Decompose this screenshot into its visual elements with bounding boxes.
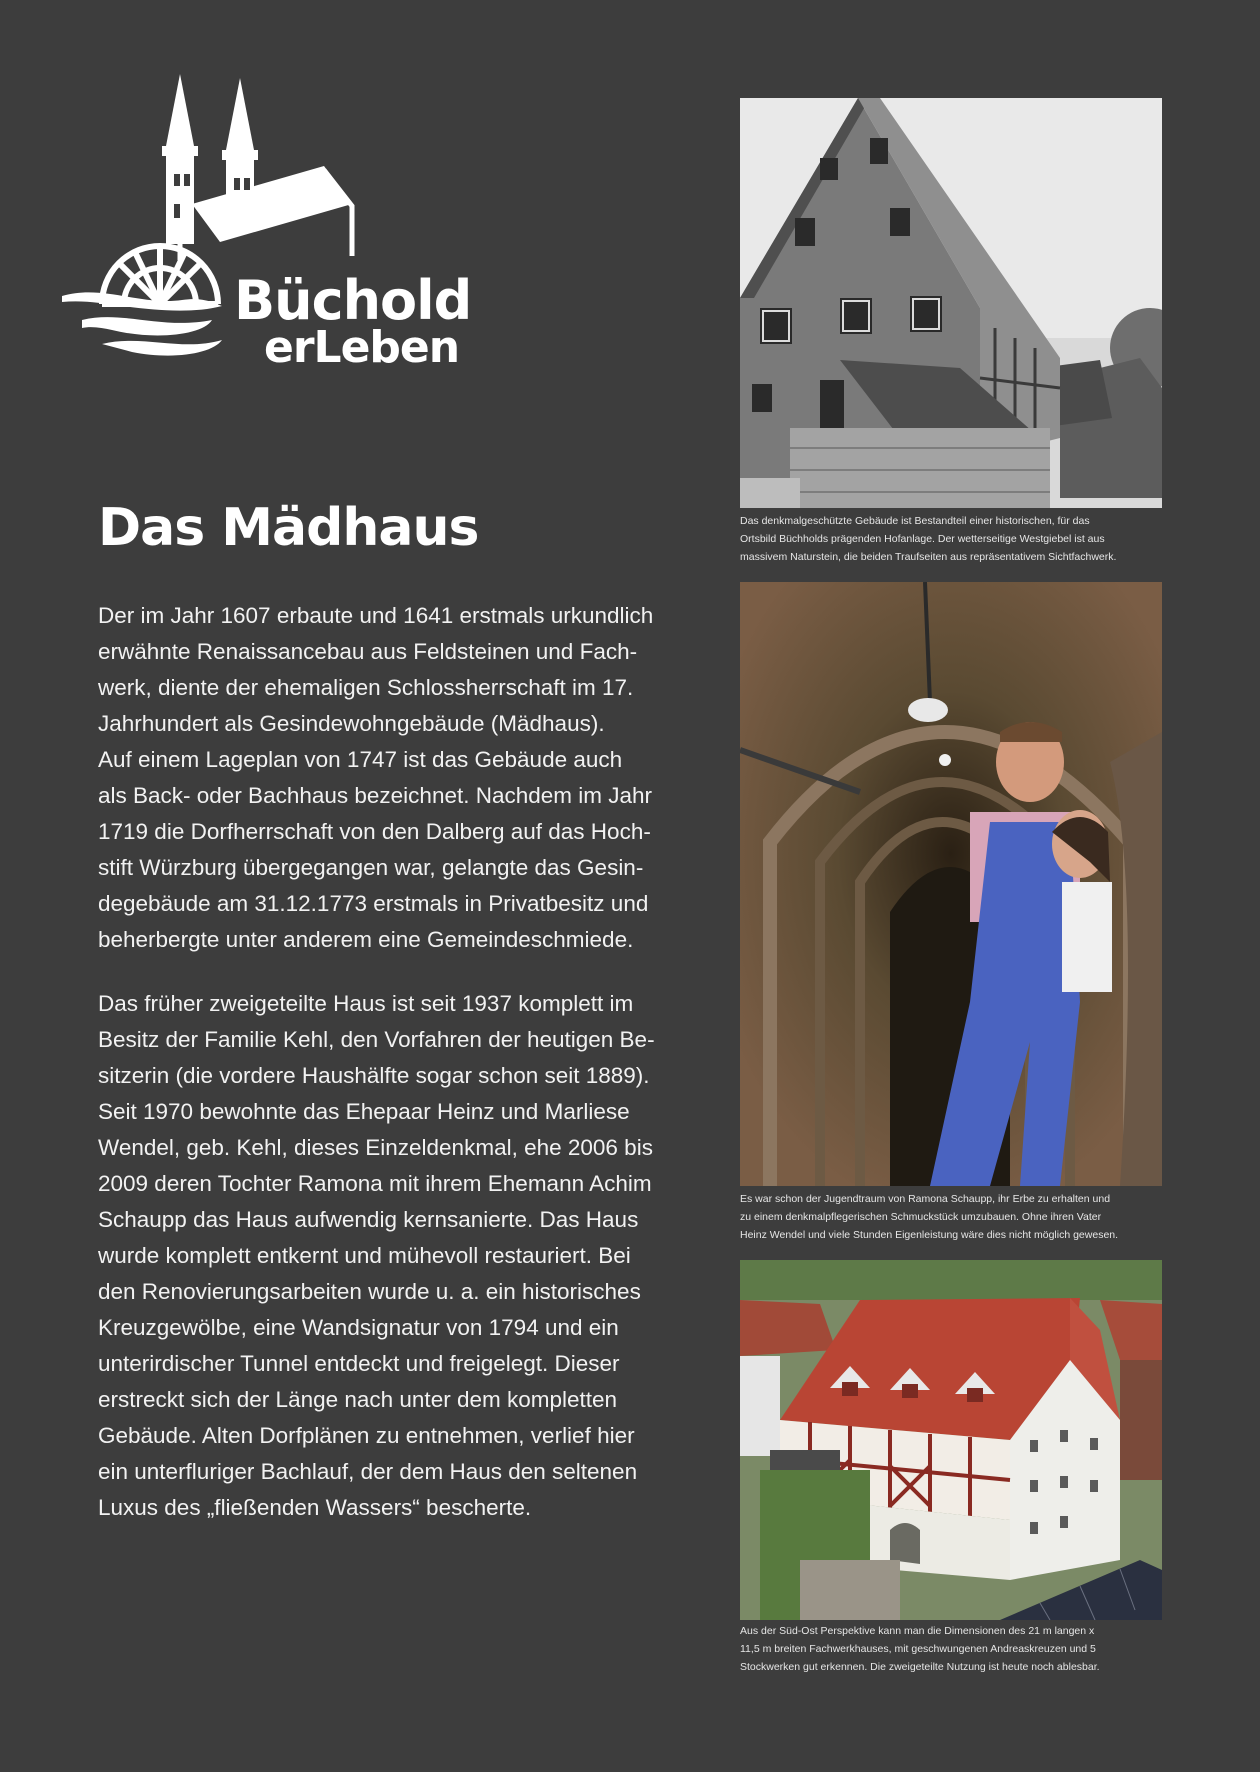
buechold-logo [62, 74, 472, 394]
page-title: Das Mädhaus [98, 498, 479, 558]
photo-caption-1: Das denkmalgeschützte Gebäude ist Bestandteil einer historischen, für das Ortsbild Büchholds prägenden Hofanlage. Der wetterseitige Westgiebel ist aus massivem Naturstein, die beiden Traufseiten aus repräsentativem Sichtfachwerk. [740, 515, 1117, 563]
paragraph-2: Das früher zweigeteilte Haus ist seit 1937 komplett im Besitz der Familie Kehl, den Vorfahren der heutigen Be- sitzerin (die vordere Haushälfte sogar schon seit 1889). Seit 1970 bewohnte das Ehepaar Heinz und Marliese Wendel, geb. Kehl, dieses Einzeldenkmal, ehe 2006 bis 2009 deren Tochter Ramona mit ihrem Ehemann Achim Schaupp das Haus aufwendig kernsanierte. Das Haus wurde komplett entkernt und mühevoll restauriert. Bei den Renovierungsarbeiten wurde u. a. ein historisches Kreuzgewölbe, eine Wandsignatur von 1794 und ein unterirdischer Tunnel entdeckt und freigelegt. Dieser erstreckt sich der Länge nach unter dem kompletten Gebäude. Alten Dorfplänen zu entnehmen, verlief hier ein unterfluriger Bachlauf, der dem Haus den seltenen Luxus des „fließenden Wassers“ bescherte. [98, 991, 655, 1520]
logo-line-2: erLeben [264, 322, 460, 373]
logo-wordmark [234, 269, 472, 373]
photo-caption-2: Es war schon der Jugendtraum von Ramona Schaupp, ihr Erbe zu erhalten und zu einem denkmalpflegerischen Schmuckstück umzubauen. Ohne ihren Vater Heinz Wendel und viele Stunden Eigenleistung wäre dies nicht möglich gewesen. [740, 1193, 1119, 1241]
tunnel-photo [740, 582, 1162, 1186]
logo-line-1: Büchold [234, 269, 472, 332]
paragraph-1: Der im Jahr 1607 erbaute und 1641 erstmals urkundlich erwähnte Renaissancebau aus Feldsteinen und Fach- werk, diente der ehemaligen Schlossherrschaft im 17. Jahrhundert als Gesindewohngebäude (Mädhaus). Auf einem Lageplan von 1747 ist das Gebäude auch als Back- oder Bachhaus bezeichnet. Nachdem im Jahr 1719 die Dorfherrschaft von den Dalberg auf das Hoch- stift Würzburg übergegangen war, gelangte das Gesin- degebäude am 31.12.1773 erstmals in Privatbesitz und beherbergte unter anderem eine Gemeindeschmiede. [98, 603, 654, 952]
historic-house-photo [740, 98, 1162, 508]
article-body [98, 598, 698, 1554]
photo-caption-3: Aus der Süd-Ost Perspektive kann man die Dimensionen des 21 m langen x 11,5 m breiten Fachwerkhauses, mit geschwungenen Andreaskreuzen und 5 Stockwerken gut erkennen. Die zweigeteilte Nutzung ist heute noch ablesbar. [740, 1625, 1100, 1673]
aerial-house-photo [740, 1260, 1162, 1620]
